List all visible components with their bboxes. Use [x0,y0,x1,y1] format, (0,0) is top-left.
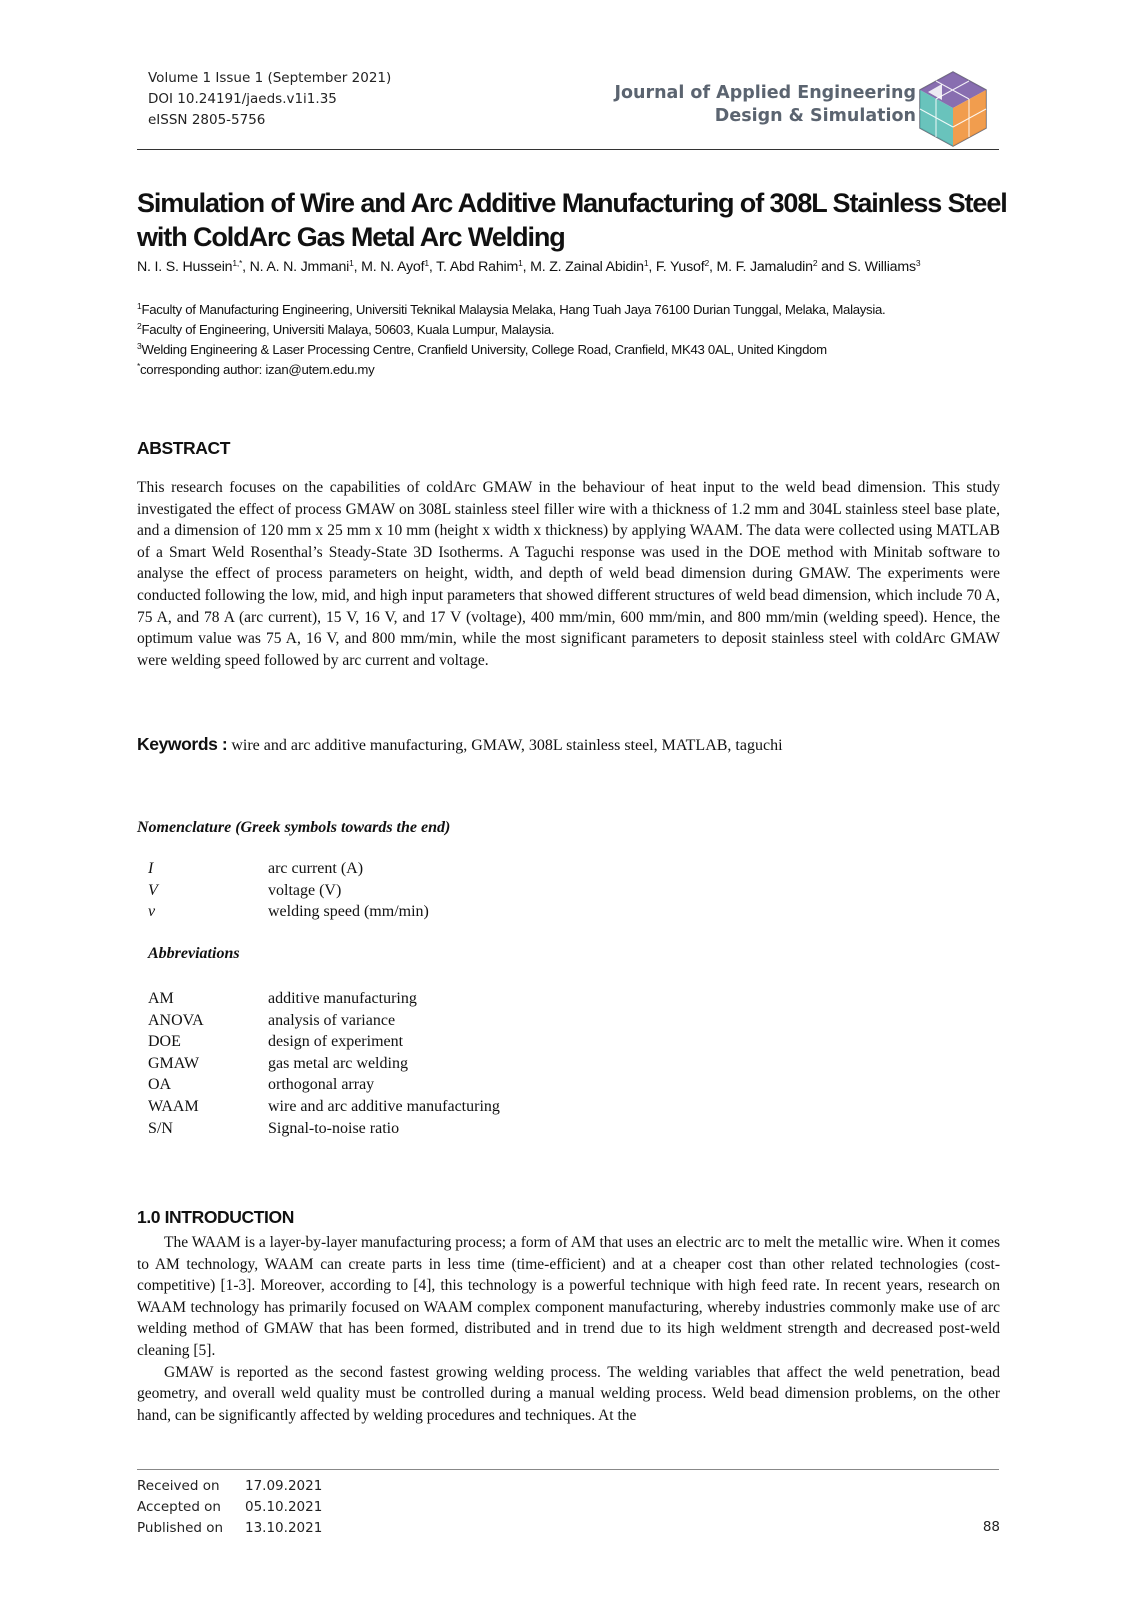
affiliation-list [137,300,1017,380]
nomenclature-symbol: I [148,860,154,877]
affiliation-item [137,360,1017,380]
nomenclature-title: Nomenclature (Greek symbols towards the end) [137,819,451,836]
date-value: 13.10.2021 [245,1520,323,1536]
date-value: 17.09.2021 [245,1478,323,1494]
abbreviation-term: GMAW [148,1054,200,1072]
affiliation-mark: 1 [137,301,142,311]
author-separator: , [353,259,362,275]
affiliation-mark: * [137,361,141,371]
abstract-heading: ABSTRACT [137,438,231,458]
abbreviation-term: ANOVA [148,1011,204,1029]
affiliation-item [137,340,1017,360]
author-affiliation-mark: 1 [349,258,354,268]
nomenclature-description: voltage (V) [268,881,342,899]
affiliation-text: corresponding author: izan@utem.edu.my [140,362,375,377]
nomenclature-description: welding speed (mm/min) [268,903,429,921]
abbreviation-term: S/N [148,1119,173,1137]
date-value: 05.10.2021 [245,1499,323,1515]
introduction-paragraph: The WAAM is a layer-by-layer manufacturing process; a form of AM that uses an electric arc to melt the metallic wire. When it comes to AM technology, WAAM can create parts in less time (time-efficient) and at a cheaper cost than other related technologies (cost-competitive) [1-3]. Moreover, according to [4], this technology is a powerful technique with high feed rate. In recent years, research on WAAM technology has primarily focused on WAAM complex component manufacturing, whereby industries commonly make use of arc welding method of GMAW that has been formed, distributed and in trend due to its high weldment strength and decreased post-weld cleaning [5]. [137,1234,1000,1359]
eissn: eISSN 2805-5756 [148,112,266,128]
introduction-body [137,1232,1000,1426]
abbreviation-term: WAAM [148,1097,199,1115]
journal-name-line2: Design & Simulation [714,106,916,126]
abbreviation-term: AM [148,990,174,1007]
journal-logo-icon [916,70,990,148]
nomenclature-symbol: V [148,881,158,899]
abbreviation-description: Signal-to-noise ratio [268,1119,400,1137]
introduction-paragraph: GMAW is reported as the second fastest growing welding process. The welding variables that affect the weld penetration, bead geometry, and overall weld quality must be controlled during a manual welding process. Weld bead dimension problems, on the other hand, can be significantly affected by welding procedures and techniques. At the [137,1363,1000,1424]
abbreviations-list [148,988,500,1139]
author-affiliation-mark: 2 [812,258,818,268]
author-affiliation-mark: 1 [518,258,523,268]
abbreviation-description: analysis of variance [268,1011,396,1029]
author-separator: , [428,259,437,275]
journal-logo [612,70,990,148]
author-affiliation-mark: 1 [424,258,429,268]
nomenclature-row [148,901,429,923]
abbreviation-row [148,1096,500,1118]
affiliation-item [137,320,1017,340]
abbreviation-description: additive manufacturing [268,990,417,1007]
header-divider [137,149,999,150]
affiliation-item [137,300,1017,320]
keywords-label: Keywords : [137,734,228,754]
affiliation-mark: 3 [137,341,142,351]
author-name: N. A. N. Jmmani [249,259,350,275]
footer-divider [137,1469,999,1470]
author-separator: , [648,259,656,275]
affiliation-mark: 2 [137,321,142,331]
abbreviation-description: orthogonal array [268,1076,375,1094]
date-label: Accepted on [137,1499,221,1515]
publication-dates [137,1476,322,1539]
author-name: N. I. S. Hussein [137,259,233,275]
abbreviation-row [148,1010,500,1032]
introduction-heading: 1.0 INTRODUCTION [137,1207,294,1227]
abbreviations-title: Abbreviations [148,945,240,962]
author-affiliation-mark: 1,* [232,258,243,268]
journal-name [614,82,916,128]
author-name: M. F. Jamaludin [716,259,813,275]
date-row [137,1476,322,1497]
author-affiliation-mark: 3 [915,258,921,268]
author-name: S. Williams [847,259,916,275]
author-separator: , [708,259,717,275]
date-row [137,1497,322,1518]
abbreviation-row [148,1031,500,1053]
abbreviation-term: DOE [148,1033,181,1051]
author-separator: , [522,259,531,275]
abbreviation-row [148,988,500,1010]
author-list [137,258,1005,277]
nomenclature-description: arc current (A) [268,860,364,877]
nomenclature-row [148,880,429,902]
date-row [137,1518,322,1539]
nomenclature-symbol: v [148,903,156,921]
doi: DOI 10.24191/jaeds.v1i1.35 [148,91,337,107]
keywords-text: wire and arc additive manufacturing, GMAW, 308L stainless steel, MATLAB, taguchi [231,737,783,754]
abstract-text: This research focuses on the capabilities of coldArc GMAW in the behaviour of heat input to the weld bead dimension. This study investigated the effect of process GMAW on 308L stainless steel filler wire with a thickness of 1.2 mm and 304L stainless steel base plate, and a dimension of 120 mm x 25 mm x 10 mm (height x width x thickness) by applying WAAM. The data were collected using MATLAB of a Smart Weld Rosenthal’s Steady-State 3D Isotherms. A Taguchi response was used in the DOE method with Minitab software to analyse the effect of process parameters on height, width, and depth of weld bead dimension during GMAW. The experiments were conducted following the low, mid, and high input parameters that showed different structures of weld bead dimension, which include 70 A, 75 A, and 78 A (arc current), 15 V, 16 V, and 17 V (voltage), 400 mm/min, 600 mm/min, and 800 mm/min (welding speed). Hence, the optimum value was 75 A, 16 V, and 800 mm/min, while the most significant parameters to deposit stainless steel with coldArc GMAW were welding speed followed by arc current and voltage. [137,479,1000,669]
author-name: F. Yusof [655,259,705,275]
keywords [137,734,1000,755]
nomenclature-list [148,858,429,923]
date-label: Received on [137,1478,220,1494]
abbreviation-description: gas metal arc welding [268,1054,408,1072]
author-separator: and [817,259,848,275]
abbreviation-row [148,1053,500,1075]
author-name: M. N. Ayof [361,259,425,275]
nomenclature-row [148,858,429,880]
affiliation-text: Welding Engineering & Laser Processing Centre, Cranfield University, College Road, Cranfield, MK43 0AL, United Kingdom [141,342,827,357]
author-name: M. Z. Zainal Abidin [530,259,644,275]
abbreviation-description: wire and arc additive manufacturing [268,1097,500,1115]
volume-info: Volume 1 Issue 1 (September 2021) [148,70,392,86]
affiliation-text: Faculty of Manufacturing Engineering, Universiti Teknikal Malaysia Melaka, Hang Tuah Jaya 76100 Durian Tunggal, Melaka, Malaysia. [141,302,886,317]
paper-title: Simulation of Wire and Arc Additive Manufacturing of 308L Stainless Steel with ColdArc Gas Metal Arc Welding [137,188,1007,252]
affiliation-text: Faculty of Engineering, Universiti Malaya, 50603, Kuala Lumpur, Malaysia. [141,322,555,337]
author-affiliation-mark: 1 [643,258,649,268]
author-separator: , [242,259,250,275]
date-label: Published on [137,1520,224,1536]
abbreviation-term: OA [148,1076,172,1094]
header-meta [148,68,391,131]
abbreviation-row [148,1074,500,1096]
author-affiliation-mark: 2 [704,258,709,268]
page-number: 88 [982,1519,1000,1535]
journal-name-line1: Journal of Applied Engineering [614,83,916,103]
abbreviation-description: design of experiment [268,1033,404,1051]
author-name: T. Abd Rahim [436,259,519,275]
abbreviation-row [148,1118,500,1140]
